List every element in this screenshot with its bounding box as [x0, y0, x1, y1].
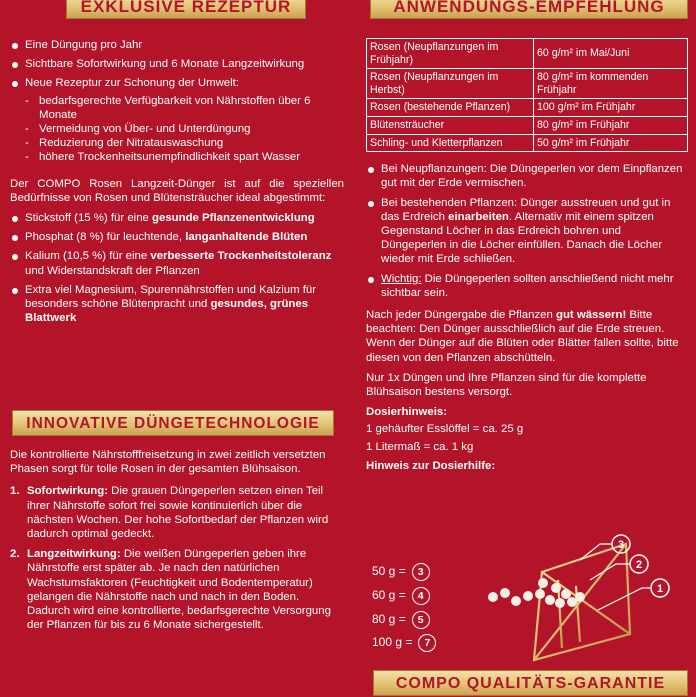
- left-column: [10, 38, 344, 330]
- scale-number: 7: [418, 634, 436, 652]
- table-row: Rosen (Neupflanzungen im Herbst) 80 g/m² im kommenden Frühjahr: [367, 69, 688, 99]
- svg-text:2: 2: [635, 559, 643, 571]
- measuring-scoop-diagram: [480, 530, 690, 670]
- environment-item: - bedarfsgerechte Verfügbarkeit von Nährstoffen über 6 Monate: [25, 94, 344, 122]
- environment-item: - höhere Trockenheitsunempfindlichkeit spart Wasser: [25, 150, 344, 164]
- watering-note: Nach jeder Düngergabe die Pflanzen gut wässern! Bitte beachten: Den Dünger ausschließlich auf die Erde streuen. Wenn der Dünger auf die Blüten oder Blätter fallen sollte, bitte diesen von den Pflanzen abschütteln.: [366, 308, 679, 364]
- banner-exklusive-rezeptur: EXKLUSIVE REZEPTUR: [66, 0, 306, 19]
- application-item: Wichtig: Die Düngeperlen sollten anschließend nicht mehr sichtbar sein.: [366, 272, 688, 300]
- diagram-callout-3: [612, 535, 630, 553]
- dosage-heading: Dosierhinweis:: [366, 406, 448, 419]
- fertilizer-pearls: [488, 578, 585, 608]
- feature-item: Sichtbare Sofortwirkung und 6 Monate Langzeitwirkung: [10, 57, 344, 71]
- phase-item: 1. Sofortwirkung: Die grauen Düngeperlen setzen einen Teil ihrer Nährstoffe sofort frei sowie kontinuierlich über die nächsten Wochen. Der hohe Sofortbedarf der Pflanzen wird dadurch optimal gedeckt.: [10, 485, 329, 541]
- phase-list: [10, 484, 344, 632]
- scale-row: 60 g = 4: [372, 585, 430, 605]
- banner-anwendungs-empfehlung: ANWENDUNGS-EMPFEHLUNG: [370, 0, 688, 19]
- product-intro: Der COMPO Rosen Langzeit-Dünger ist auf die speziellen Bedürfnisse von Rosen und Blütensträucher ideal abgestimmt:: [10, 177, 344, 204]
- dosing-aid-heading: Hinweis zur Dosierhilfe:: [366, 459, 496, 472]
- application-table: [366, 38, 688, 152]
- environment-item: - Reduzierung der Nitratauswaschung: [25, 136, 344, 150]
- nutrient-list: [10, 211, 344, 325]
- nutrient-item: Stickstoff (15 %) für eine gesunde Pflanzenentwicklung: [10, 211, 344, 225]
- pointer-line-2: [590, 564, 630, 580]
- feature-item: Eine Düngung pro Jahr: [10, 38, 344, 52]
- scale-number: 3: [412, 563, 430, 581]
- right-column: [366, 38, 688, 473]
- tech-section: [10, 448, 344, 638]
- dosing-scale: [372, 558, 472, 658]
- dosage-spoon: 1 gehäufter Esslöffel = ca. 25 g: [366, 423, 524, 436]
- table-row: Rosen (bestehende Pflanzen) 100 g/m² im Frühjahr: [367, 99, 688, 117]
- nutrient-item: Extra viel Magnesium, Spurennährstoffen und Kalzium für besonders schöne Blütenpracht und gesundes, grünes Blattwerk: [10, 283, 344, 326]
- feature-item: Neue Rezeptur zur Schonung der Umwelt:: [10, 76, 344, 90]
- svg-text:1: 1: [656, 583, 664, 595]
- application-item: Bei bestehenden Pflanzen: Dünger ausstreuen und gut in das Erdreich einarbeiten. Alternativ mit einem spitzen Gegenstand Löcher in das Erdreich bohren und Düngeperlen in die Löcher einfüllen. Danach die Löcher wieder mit Erde schließen.: [366, 196, 688, 267]
- diagram-callout-2: [630, 555, 648, 573]
- nutrient-item: Phosphat (8 %) für leuchtende, langanhaltende Blüten: [10, 230, 344, 244]
- table-row: Blütensträucher 80 g/m² im Frühjahr: [367, 116, 688, 134]
- banner-innovative-duengetechnologie: INNOVATIVE DÜNGETECHNOLOGIE: [12, 410, 334, 436]
- application-item: Bei Neupflanzungen: Die Düngeperlen vor dem Einpflanzen gut mit der Erde vermischen.: [366, 162, 688, 190]
- banner-qualitaets-garantie: COMPO QUALITÄTS-GARANTIE: [373, 670, 688, 696]
- season-note: Nur 1x Düngen und Ihre Pflanzen sind für die komplette Blühsaison bestens versorgt.: [366, 371, 647, 398]
- table-row: Rosen (Neupflanzungen im Frühjahr) 60 g/m² im Mai/Juni: [367, 39, 688, 69]
- table-row: Schling- und Kletterpflanzen 50 g/m² im Frühjahr: [367, 134, 688, 152]
- environment-list: [10, 94, 344, 165]
- dosage-liter: 1 Litermaß = ca. 1 kg: [366, 440, 474, 453]
- nutrient-item: Kalium (10,5 %) für eine verbesserte Trockenheitstoleranz und Widerstandskraft der Pflanzen: [10, 249, 344, 277]
- scale-row: 80 g = 5: [372, 609, 430, 629]
- pointer-line-1: [598, 588, 650, 610]
- scale-number: 4: [412, 587, 430, 605]
- diagram-callout-1: [651, 579, 669, 597]
- scale-number: 5: [412, 611, 430, 629]
- feature-list: [10, 38, 344, 91]
- environment-item: - Vermeidung von Über- und Unterdüngung: [25, 122, 344, 136]
- phase-item: 2. Langzeitwirkung: Die weißen Düngeperlen geben ihre Nährstoffe erst später ab. Je nach den natürlichen Wachstumsfaktoren (Feuchtigkeit und Bodentemperatur) gelangen die Nährstoffe nach und nach in den Boden. Dadurch wird eine kontrollierte, bedarfsgerechte Versorgung der Pflanzen für bis zu 6 Monate sichergestellt.: [10, 548, 331, 632]
- application-list: [366, 162, 688, 300]
- svg-text:3: 3: [617, 539, 625, 551]
- tech-intro: Die kontrollierte Nährstofffreisetzung in zwei zeitlich versetzten Phasen sorgt für tolle Rosen in der gesamten Blühsaison.: [10, 449, 326, 476]
- scale-row: 100 g = 7: [372, 632, 436, 652]
- scale-row: 50 g = 3: [372, 561, 430, 581]
